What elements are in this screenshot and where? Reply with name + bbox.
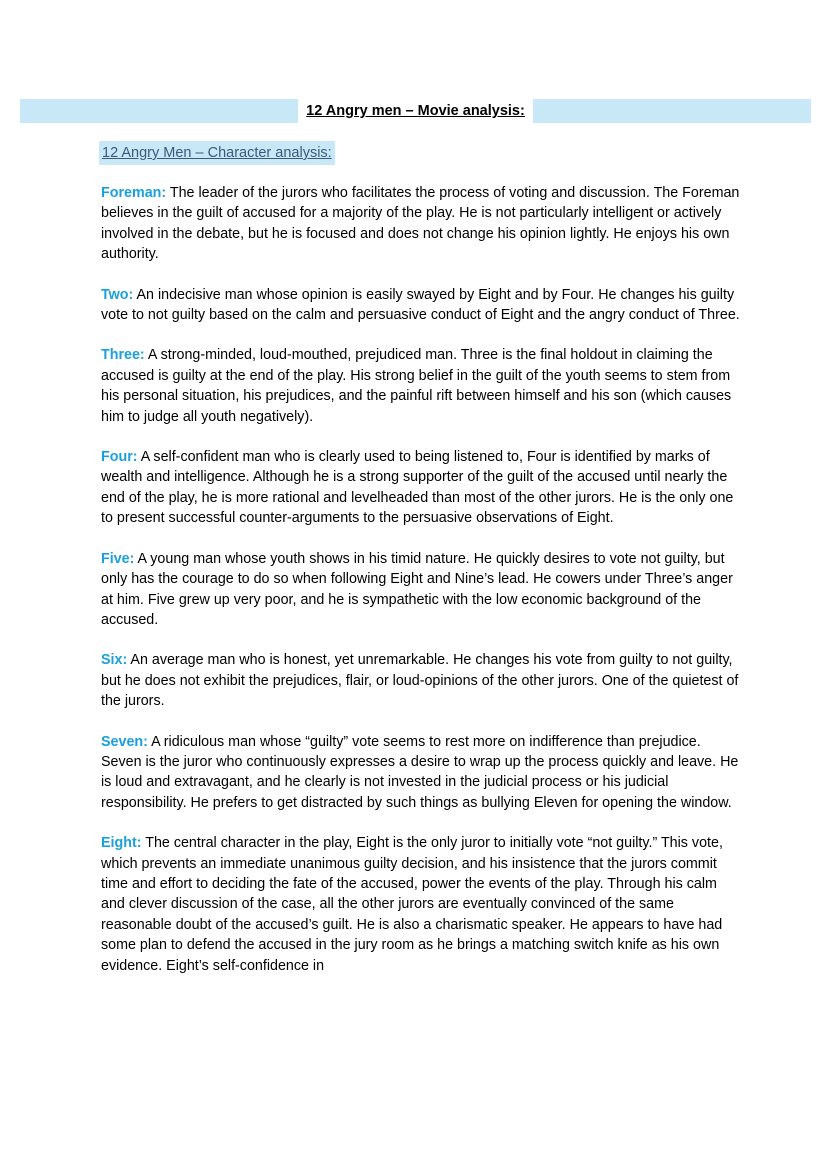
character-name: Foreman:	[101, 185, 167, 201]
character-description: A self-confident man who is clearly used to being listened to, Four is identified by marks of wealth and intelligence. Although he is a strong supporter of the guilt of the accused until nearly the end of the play, he is more rational and levelheaded than most of the other jurors. He is the only one to present successful counter-arguments to the persuasive observations of Eight.	[101, 449, 734, 527]
character-name: Three:	[101, 347, 145, 364]
character-two	[101, 285, 741, 326]
character-name: Eight:	[101, 835, 142, 852]
character-three	[101, 345, 741, 427]
character-list	[101, 183, 741, 996]
character-seven	[101, 732, 741, 814]
section-heading: 12 Angry Men – Character analysis:	[99, 141, 335, 165]
character-description: An average man who is honest, yet unremarkable. He changes his vote from guilty to not guilty, but he does not exhibit the prejudices, flair, or loud-opinions of the other jurors. One of the quietest of the jurors.	[101, 652, 739, 710]
character-foreman	[101, 183, 741, 265]
character-description: An indecisive man whose opinion is easily swayed by Eight and by Four. He changes his guilty vote to not guilty based on the calm and persuasive conduct of Eight and the angry conduct of Three.	[101, 286, 740, 324]
character-description: The leader of the jurors who facilitates the process of voting and discussion. The Foreman believes in the guilt of accused for a majority of the play. He is not particularly intelligent or actively involved in the debate, but he is focused and does not change his opinion lightly. He enjoys his own authority.	[101, 185, 740, 263]
character-description: A strong-minded, loud-mouthed, prejudiced man. Three is the final holdout in claiming the accused is guilty at the end of the play. His strong belief in the guilt of the youth seems to stem from his personal situation, his prejudices, and the painful rift between himself and his son (which causes him to judge all youth negatively).	[101, 347, 732, 425]
character-description: A ridiculous man whose “guilty” vote seems to rest more on indifference than prejudice. Seven is the juror who continuously expresses a desire to wrap up the process quickly and leave. He is loud and extravagant, and he clearly is not invested in the judicial process or his judicial responsibility. He prefers to get distracted by such things as bullying Eleven for opening the window.	[101, 733, 739, 811]
character-four	[101, 447, 741, 529]
character-six	[101, 650, 741, 711]
character-five	[101, 549, 741, 631]
character-name: Two:	[101, 286, 134, 303]
page-title: 12 Angry men – Movie analysis:	[298, 99, 533, 123]
character-name: Five:	[101, 550, 135, 567]
character-description: The central character in the play, Eight is the only juror to initially vote “not guilty.” This vote, which prevents an immediate unanimous guilty decision, and his insistence that the jurors commit time and effort to deciding the fate of the accused, power the events of the play. Through his calm and clever discussion of the case, all the other jurors are eventually convinced of the same reasonable doubt of the accused’s guilt. He is also a charismatic speaker. He appears to have had some plan to defend the accused in the jury room as he brings a matching switch knife as his own evidence. Eight’s self-confidence in	[101, 835, 723, 974]
character-name: Seven:	[101, 733, 148, 750]
title-band	[20, 99, 811, 123]
character-name: Four:	[101, 449, 138, 466]
character-description: A young man whose youth shows in his timid nature. He quickly desires to vote not guilty, but only has the courage to do so when following Eight and Nine’s lead. He cowers under Three’s anger at him. Five grew up very poor, and he is sympathetic with the low economic background of the accused.	[101, 550, 733, 628]
character-eight	[101, 833, 741, 976]
character-name: Six:	[101, 652, 128, 669]
